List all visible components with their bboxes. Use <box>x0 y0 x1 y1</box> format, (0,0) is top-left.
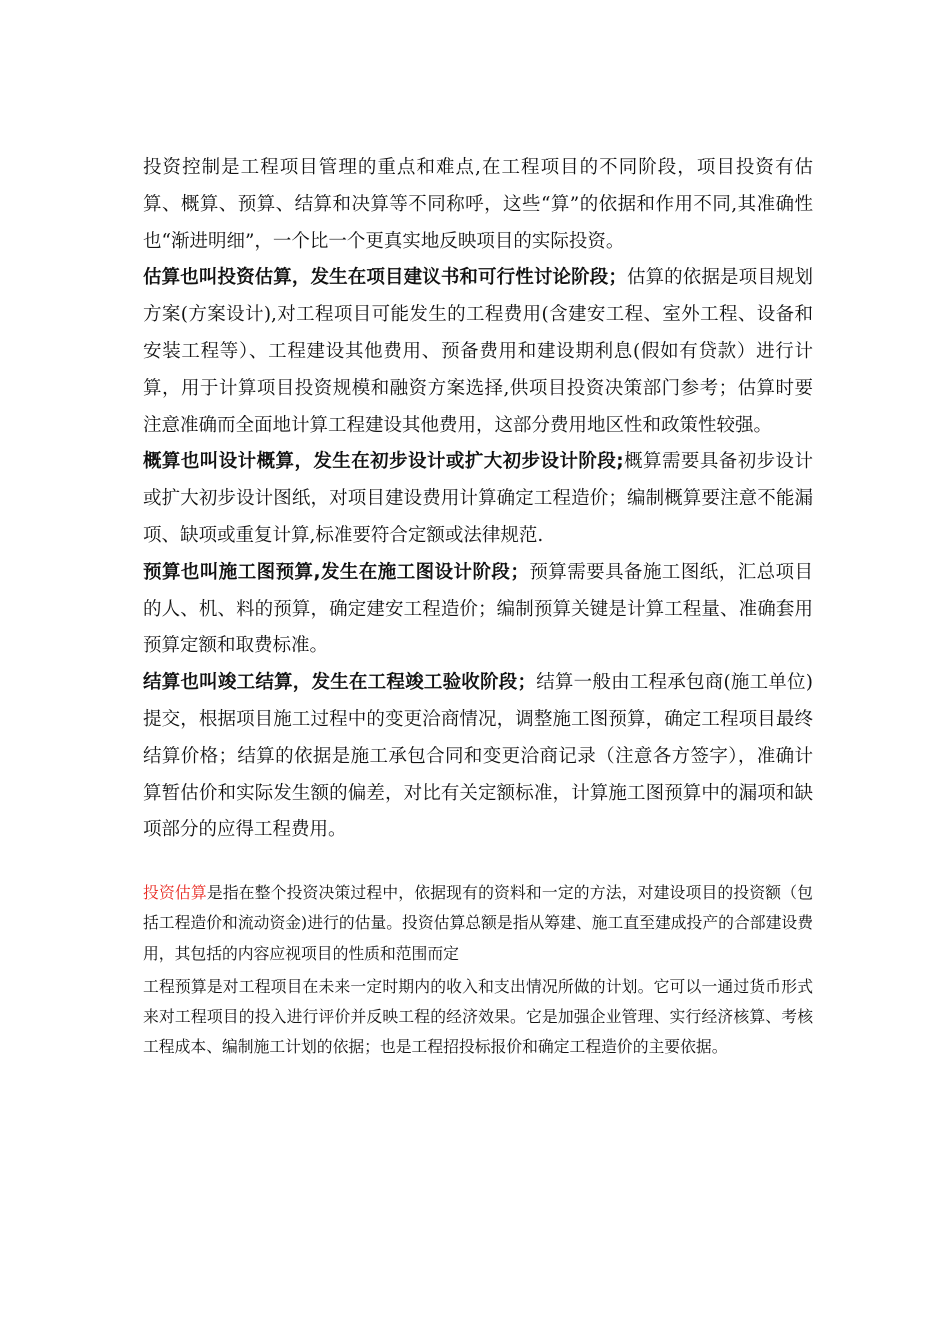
settlement-paragraph <box>143 665 813 849</box>
estimate-paragraph <box>143 260 813 444</box>
document-page <box>143 150 813 1062</box>
budget-estimate-paragraph <box>143 444 813 554</box>
investment-estimate-term: 投资估算 <box>143 883 207 903</box>
definitions-section <box>143 878 813 1062</box>
project-budget-paragraph: 工程预算是对工程项目在未来一定时期内的收入和支出情况所做的计划。它可以一通过货币形式来对工程项目的投入进行评价并反映工程的经济效果。它是加强企业管理、实行经济核算、考核工程成本、编制施工计划的依据；也是工程招投标报价和确定工程造价的主要依据。 <box>143 976 813 1057</box>
estimate-body: 估算的依据是项目规划方案(方案设计),对工程项目可能发生的工程费用(含建安工程、室外工程、设备和安装工程等）、工程建设其他费用、预备费用和建设期利息(假如有贷款）进行计算，用于计算项目投资规模和融资方案选择,供项目投资决策部门参考；估算时要注意准确而全面地计算工程建设其他费用，这部分费用地区性和政策性较强。 <box>143 267 813 436</box>
estimate-heading: 估算也叫投资估算，发生在项目建议书和可行性讨论阶段； <box>143 267 627 289</box>
investment-estimate-body: 是指在整个投资决策过程中，依据现有的资料和一定的方法，对建设项目的投资额（包括工程造价和流动资金)进行的估量。投资估算总额是指从筹建、施工直至建成投产的合部建设费用，其包括的内容应视项目的性质和范围而定 <box>143 883 813 963</box>
intro-paragraph: 投资控制是工程项目管理的重点和难点,在工程项目的不同阶段，项目投资有估算、概算、预算、结算和决算等不同称呼，这些“算”的依据和作用不同,其准确性也“渐进明细”，一个比一个更真实地反映项目的实际投资。 <box>143 157 813 252</box>
budget-paragraph <box>143 555 813 665</box>
settlement-body: 结算一般由工程承包商(施工单位)提交，根据项目施工过程中的变更洽商情况，调整施工图预算，确定工程项目最终结算价格；结算的依据是施工承包合同和变更洽商记录（注意各方签字），准确计算暂估价和实际发生额的偏差，对比有关定额标准，计算施工图预算中的漏项和缺项部分的应得工程费用。 <box>143 672 813 841</box>
settlement-heading: 结算也叫竣工结算，发生在工程竣工验收阶段； <box>143 672 536 694</box>
budget-estimate-heading: 概算也叫设计概算，发生在初步设计或扩大初步设计阶段; <box>143 451 624 473</box>
cost-stages-section <box>143 150 813 849</box>
budget-estimate-body: 概算需要具备初步设计或扩大初步设计图纸，对项目建设费用计算确定工程造价；编制概算要注意不能漏项、缺项或重复计算,标准要符合定额或法律规范. <box>143 451 813 546</box>
investment-estimate-paragraph <box>143 878 813 969</box>
budget-body: 预算需要具备施工图纸，汇总项目的人、机、料的预算，确定建安工程造价；编制预算关键是计算工程量、准确套用预算定额和取费标准。 <box>143 561 813 657</box>
budget-heading: 预算也叫施工图预算,发生在施工图设计阶段； <box>143 561 529 583</box>
